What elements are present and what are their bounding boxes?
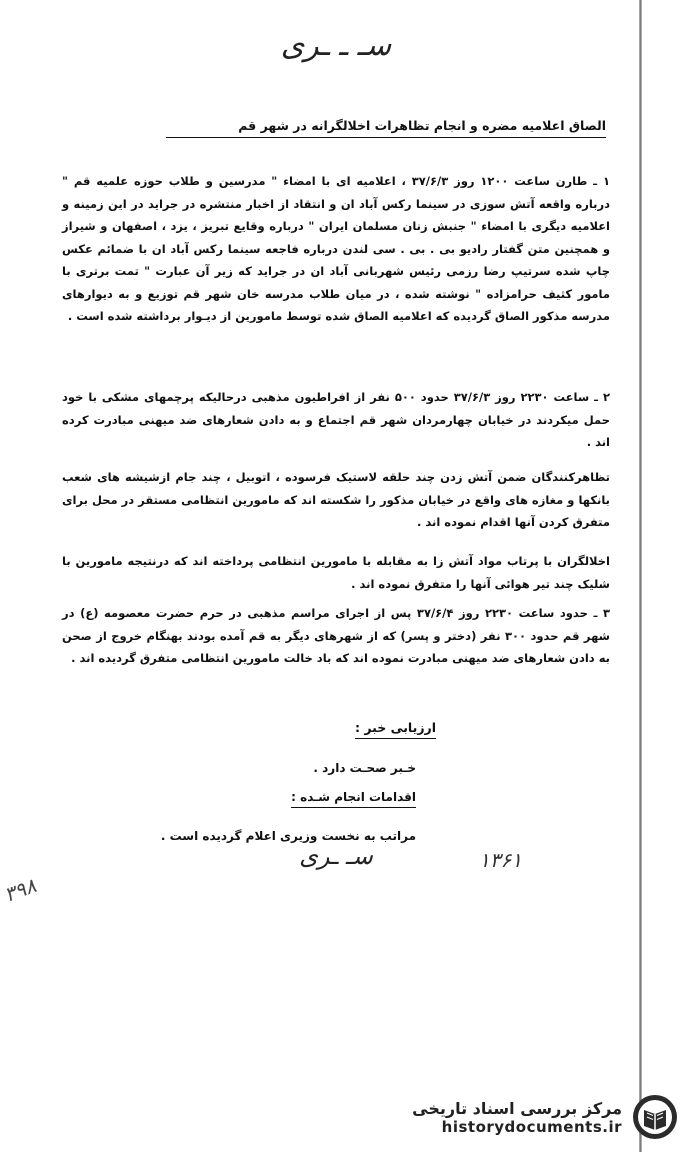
site-watermark: [412, 1092, 680, 1142]
assessment-truth: خـبر صحـت دارد .: [313, 761, 416, 775]
watermark-title: مرکز بررسی اسناد تاریخی: [412, 1098, 622, 1118]
assessment-title: ارزیابی خبر :: [355, 720, 436, 739]
paragraph-2: ۲ ـ ساعت ۲۲۳۰ روز ۳۷/۶/۳ حدود ۵۰۰ نفر از افراطیون مذهبی درحالیکه پرچمهای مشکی با خود حمل میکردند در خیابان چهارمردان شهر قم اجتماع و به دادن شعارهای ضد میهنی مبادرت کرده اند .: [62, 390, 610, 449]
book-emblem-icon: [630, 1092, 680, 1142]
watermark-text: [412, 1099, 622, 1136]
final-note: مراتب به نخست وزیری اعلام گردیده است .: [160, 829, 416, 843]
paragraph-3: تظاهرکنندگان ضمن آتش زدن چند حلقه لاستیک فرسوده ، اتوبیل ، چند جام ازشیشه های شعب بانکها و مغازه های واقع در خیابان مذکور را شکسته اند که مامورین انتظامی مستقر در محل برای متفرق کردن آنها اقدام نموده اند .: [62, 470, 610, 529]
subject-line: الصاق اعلامیه مضره و انجام تظاهرات اخلالگرانه در شهر قم: [166, 118, 606, 138]
document-page: [56, 0, 616, 1152]
classification-header: سـ ـ ـری: [280, 28, 392, 63]
margin-annotation: ۳۹۸: [0, 873, 40, 907]
actions-taken-title: اقدامات انجام شـده :: [291, 790, 416, 808]
document-number: ۱۳۶۱: [479, 848, 522, 872]
paragraph-5: ۳ ـ حدود ساعت ۲۲۳۰ روز ۳۷/۶/۴ پس از اجرای مراسم مذهبی در حرم حضرت معصومه (ع) در شهر قم حدود ۳۰۰ نفر (دختر و پسر) که از شهرهای دیگر به قم آمده بودند بهنگام خروج از صحن به دادن شعارهای ضد میهنی مبادرت نموده اند که باد خالت مامورین انتظامی متفرق گردیده اند .: [62, 606, 610, 665]
scan-page-edge: [639, 0, 642, 1152]
watermark-url: historydocuments.ir: [441, 1117, 622, 1136]
paragraph-1: ۱ ـ طارن ساعت ۱۲۰۰ روز ۳۷/۶/۳ ، اعلامیه ای با امضاء " مدرسین و طلاب حوزه علمیه قم " درباره واقعه آتش سوزی در سینما رکس آباد ان و انتقاد از اخبار منتشره در جراید در این زمینه و اعلامیه دیگری با امضاء " جنبش زنان مسلمان ایران " درباره وقایع تبریز ، یزد ، اصفهان و شیراز و همچنین متن گفتار رادیو بی . بی . سی لندن درباره فاجعه سینما رکس آباد ان با ضمائم عکس چاپ شده سرتیپ رضا رزمی رئیس شهربانی آباد ان در جراید که زیر آن عبارت " تمت برتری با مامور کثیف حرامزاده " نوشته شده ، در میان طلاب مدرسه خان شهر قم توزیع و به دیوارهای مدرسه مذکور الصاق گردیده که اعلامیه الصاق شده توسط مامورین از دیـوار برداشته شده است .: [62, 174, 610, 323]
classification-footer: سـ ـری: [299, 842, 373, 870]
paragraph-4: اخلالگران با پرتاب مواد آتش زا به مقابله با مامورین انتظامی پرداخته اند که درنتیجه مامورین با شلیک چند تیر هوائی آنها را متفرق نموده اند .: [62, 554, 610, 591]
